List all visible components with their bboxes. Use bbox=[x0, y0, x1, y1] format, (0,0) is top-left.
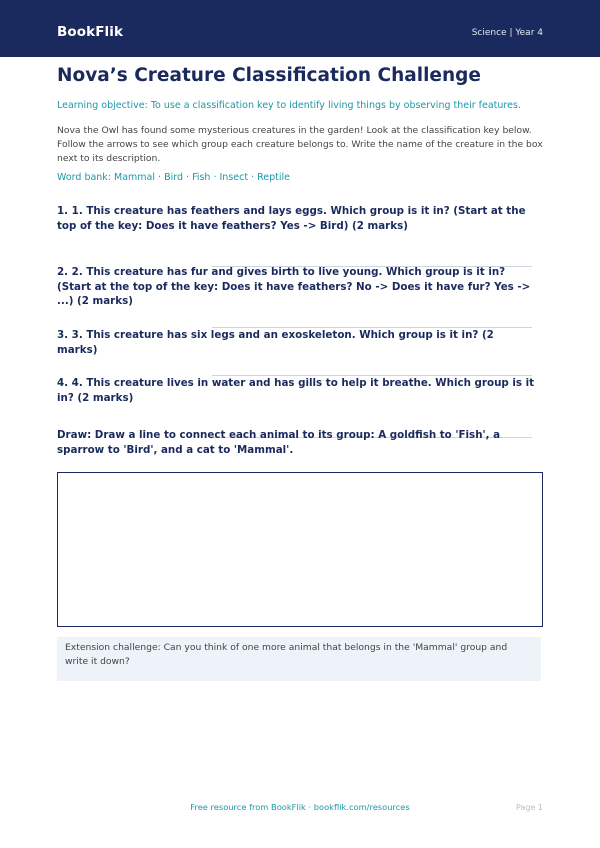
subject-year-label: Science | Year 4 bbox=[471, 28, 543, 38]
page-number: Page 1 bbox=[516, 803, 543, 812]
drawing-area[interactable] bbox=[57, 472, 543, 627]
extension-challenge: Extension challenge: Can you think of one more animal that belongs in the 'Mammal' group and write it down? bbox=[57, 637, 541, 681]
word-bank: Word bank: Mammal · Bird · Fish · Insect · Reptile bbox=[57, 172, 291, 183]
intro-text: Nova the Owl has found some mysterious creatures in the garden! Look at the classification key below. Follow the arrows to see which group each creature belongs to. Write the name of the creature in the box next to its description. bbox=[57, 125, 543, 164]
draw-prompt: Draw: Draw a line to connect each animal to its group: A goldfish to 'Fish', a sparrow to 'Bird', and a cat to 'Mammal'. bbox=[57, 429, 501, 456]
question-4: 4. 4. This creature lives in water and has gills to help it breathe. Which group is it in? (2 marks) bbox=[57, 377, 535, 404]
question-1: 1. 1. This creature has feathers and lays eggs. Which group is it in? (Start at the top of the key: Does it have feathers? Yes -> Bird) (2 marks) bbox=[57, 205, 526, 232]
worksheet-title: Nova’s Creature Classification Challenge bbox=[57, 65, 481, 86]
brand-logo: BookFlik bbox=[57, 24, 124, 40]
page-header bbox=[0, 0, 600, 57]
question-3: 3. 3. This creature has six legs and an exoskeleton. Which group is it in? (2 marks) bbox=[57, 329, 494, 356]
question-2: 2. 2. This creature has fur and gives birth to live young. Which group is it in? (Start at the top of the key: Does it have feathers? No -> Does it have fur? Yes -> ...) (2 marks) bbox=[57, 266, 531, 307]
learning-objective: Learning objective: To use a classification key to identify living things by observing their features. bbox=[57, 100, 521, 111]
footer-text: Free resource from BookFlik · bookflik.com/resources bbox=[190, 802, 410, 812]
